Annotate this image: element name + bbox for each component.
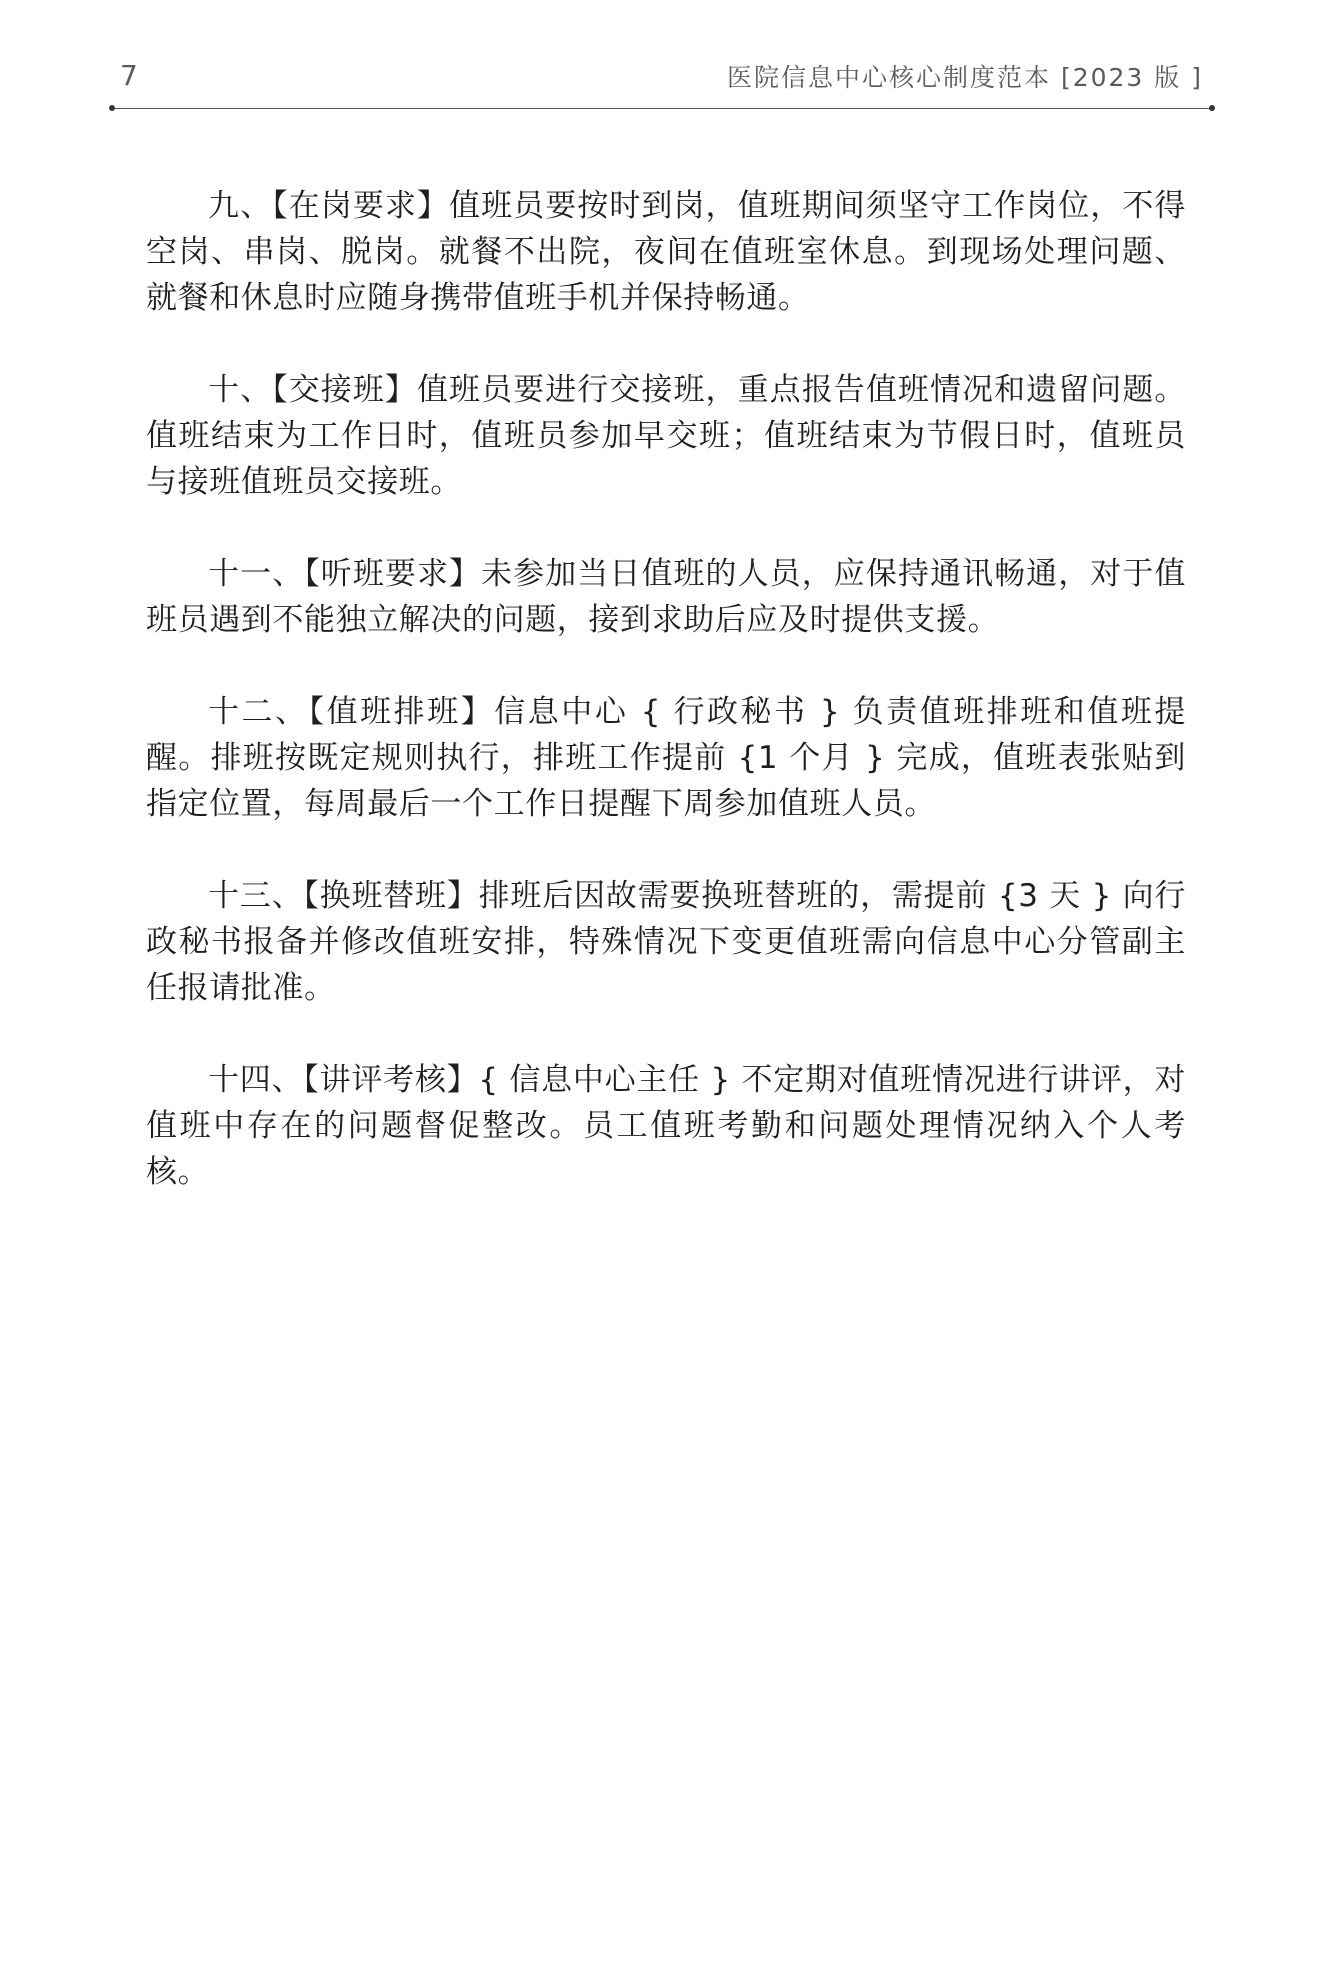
divider-dot-right [1209, 105, 1215, 111]
header-divider [112, 108, 1212, 109]
document-body [146, 183, 1186, 1241]
clause-11-standby-requirements: 十一、【听班要求】未参加当日值班的人员，应保持通讯畅通，对于值班员遇到不能独立解决的问题，接到求助后应及时提供支援。 [146, 556, 1186, 638]
page-header [110, 58, 1213, 94]
clause-14-review-assessment: 十四、【讲评考核】{ 信息中心主任 } 不定期对值班情况进行讲评，对值班中存在的问题督促整改。员工值班考勤和问题处理情况纳入个人考核。 [146, 1062, 1186, 1190]
clause-12-duty-scheduling: 十二、【值班排班】信息中心 { 行政秘书 } 负责值班排班和值班提醒。排班按既定规则执行，排班工作提前 {1 个月 } 完成，值班表张贴到指定位置，每周最后一个工作日提醒下周参加值班人员。 [146, 694, 1186, 822]
clause-13-shift-swap: 十三、【换班替班】排班后因故需要换班替班的，需提前 {3 天 } 向行政秘书报备并修改值班安排，特殊情况下变更值班需向信息中心分管副主任报请批准。 [146, 878, 1186, 1006]
clause-10-shift-handover: 十、【交接班】值班员要进行交接班，重点报告值班情况和遗留问题。值班结束为工作日时，值班员参加早交班；值班结束为节假日时，值班员与接班值班员交接班。 [146, 372, 1186, 500]
page-number: 7 [120, 59, 138, 92]
document-title: 医院信息中心核心制度范本 [2023 版 ] [727, 63, 1203, 92]
divider-dot-left [109, 105, 115, 111]
clause-9-on-duty-requirements: 九、【在岗要求】值班员要按时到岗，值班期间须坚守工作岗位，不得空岗、串岗、脱岗。就餐不出院，夜间在值班室休息。到现场处理问题、就餐和休息时应随身携带值班手机并保持畅通。 [146, 188, 1186, 316]
